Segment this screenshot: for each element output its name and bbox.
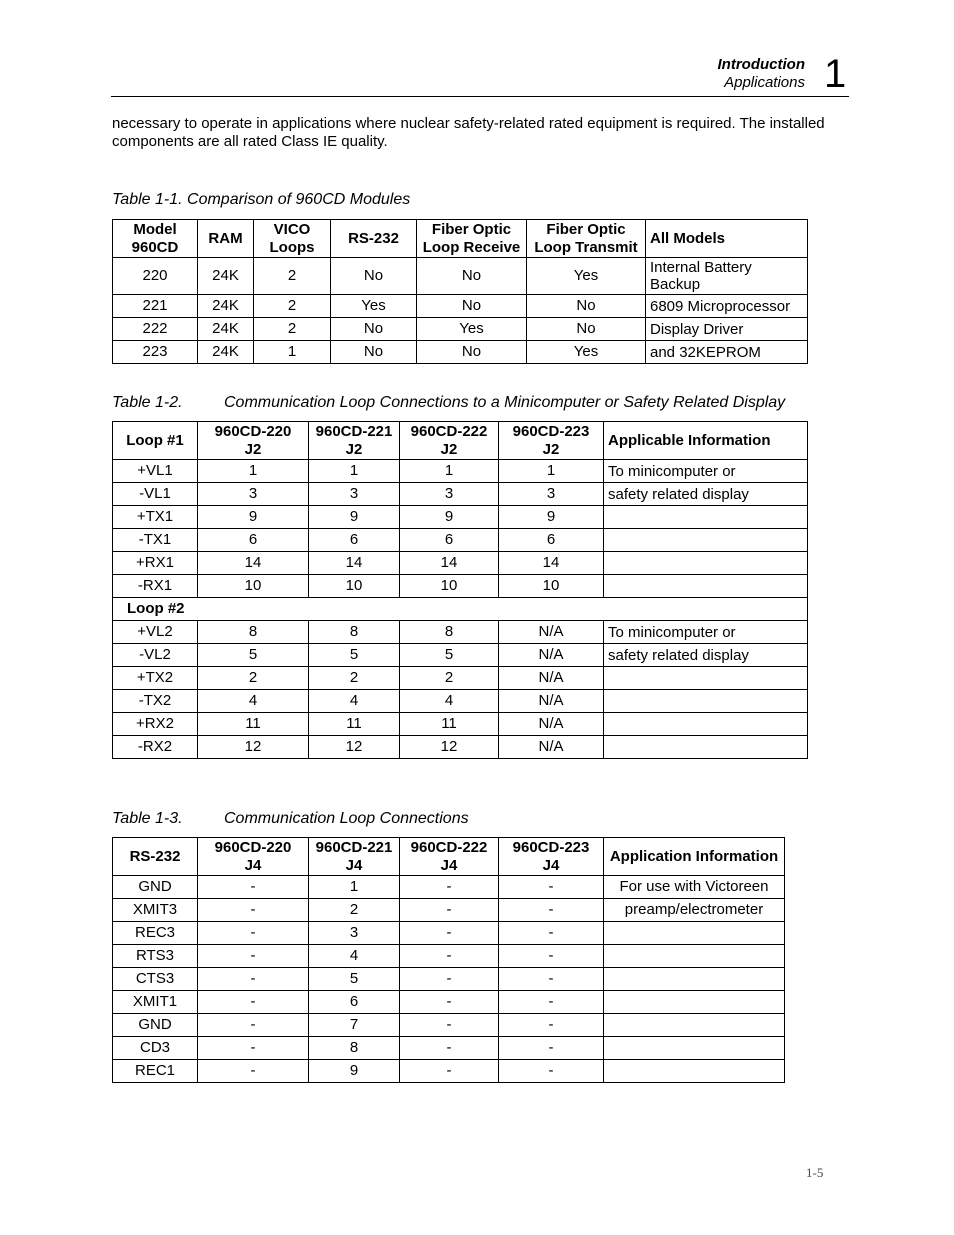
table2-row <box>113 621 808 644</box>
table1-cell: 2 <box>254 258 331 295</box>
table2-cell: 1 <box>400 460 499 483</box>
table3-cell: - <box>198 899 309 922</box>
table2-row <box>113 529 808 552</box>
table2-cell: -RX2 <box>113 736 198 759</box>
table2-cell: +TX1 <box>113 506 198 529</box>
table2-cell: 4 <box>309 690 400 713</box>
table1-header-line: RS-232 <box>348 229 399 247</box>
table2-cell: +VL2 <box>113 621 198 644</box>
table2-cell: 10 <box>400 575 499 598</box>
table3-row <box>113 876 785 899</box>
table3-cell: XMIT3 <box>113 899 198 922</box>
table2-cell <box>604 690 808 713</box>
table3-cell: - <box>198 922 309 945</box>
table1-cell: 24K <box>198 258 254 295</box>
table2-row <box>113 575 808 598</box>
table3-row <box>113 1037 785 1060</box>
table2-header-line: Applicable Information <box>608 431 771 449</box>
table2-cell: 1 <box>499 460 604 483</box>
table2-cell: 12 <box>400 736 499 759</box>
table2-cell: +TX2 <box>113 667 198 690</box>
table2-header-line: J2 <box>345 440 363 458</box>
table1-header-4 <box>417 220 527 258</box>
table3-header-line: 960CD-222 <box>410 838 488 856</box>
table2-cell: 10 <box>499 575 604 598</box>
table2-cell: 11 <box>309 713 400 736</box>
table3-cell <box>604 991 785 1014</box>
table2-cell: 2 <box>400 667 499 690</box>
table3-cell <box>604 945 785 968</box>
table2-row <box>113 483 808 506</box>
table2-cell: 6 <box>400 529 499 552</box>
table2-row <box>113 460 808 483</box>
table3-cell: - <box>198 991 309 1014</box>
table1-header-0 <box>113 220 198 258</box>
table2-header-line: Loop #1 <box>126 431 184 449</box>
table1-header-2 <box>254 220 331 258</box>
table3-cell: 1 <box>309 876 400 899</box>
table3-cell: 5 <box>309 968 400 991</box>
table3-cell: - <box>499 1014 604 1037</box>
table2-cell: -VL1 <box>113 483 198 506</box>
table2-cell: 3 <box>400 483 499 506</box>
table1-row <box>113 341 808 364</box>
table2-cell <box>604 736 808 759</box>
table3-row <box>113 1014 785 1037</box>
table3-cell: preamp/electrometer <box>604 899 785 922</box>
table1-header-line: Loop Receive <box>422 238 521 256</box>
table3-cell: - <box>499 1037 604 1060</box>
table1-cell: 24K <box>198 318 254 341</box>
running-header <box>718 56 805 92</box>
table3-cell: - <box>400 968 499 991</box>
table1-cell: 1 <box>254 341 331 364</box>
table3-cell: - <box>198 1037 309 1060</box>
table3-cell: 8 <box>309 1037 400 1060</box>
table2-header-line: 960CD-222 <box>410 422 488 440</box>
table2-cell: 14 <box>198 552 309 575</box>
table3-header-line: J4 <box>244 856 262 874</box>
table2-cell: 3 <box>499 483 604 506</box>
table2-header-0 <box>113 422 198 460</box>
table3-cell: - <box>400 1014 499 1037</box>
table2-cell: 5 <box>198 644 309 667</box>
table2-header-line: J2 <box>440 440 458 458</box>
table3-cell: - <box>400 1037 499 1060</box>
table3-header-line: 960CD-221 <box>315 838 393 856</box>
table2-header-1 <box>198 422 309 460</box>
table1-cell: No <box>417 295 527 318</box>
table3-cell: 9 <box>309 1060 400 1083</box>
table2-cell: -TX1 <box>113 529 198 552</box>
table3-cell: - <box>198 968 309 991</box>
table3-cell: REC3 <box>113 922 198 945</box>
table3-cell: GND <box>113 876 198 899</box>
table2-loop2-group-label: Loop #2 <box>113 598 808 621</box>
table2-cell <box>604 529 808 552</box>
table1-cell: 222 <box>113 318 198 341</box>
table1-header-6 <box>646 220 808 258</box>
table1-cell: 221 <box>113 295 198 318</box>
table2-cell: N/A <box>499 713 604 736</box>
table2-cell: 12 <box>309 736 400 759</box>
table3-header-3 <box>400 838 499 876</box>
table3-header-5 <box>604 838 785 876</box>
table3-header-1 <box>198 838 309 876</box>
table1-header-line: RAM <box>208 229 243 247</box>
table3-header-4 <box>499 838 604 876</box>
table2-row <box>113 667 808 690</box>
table2-cell: 2 <box>198 667 309 690</box>
table2-loop2-group <box>113 598 808 621</box>
table3-header-line: RS-232 <box>129 847 181 865</box>
table2-cell: 1 <box>198 460 309 483</box>
table2-cell: 1 <box>309 460 400 483</box>
table2-cell: 9 <box>309 506 400 529</box>
table2-header-3 <box>400 422 499 460</box>
table1-row <box>113 295 808 318</box>
table2-cell: To minicomputer or <box>604 621 808 644</box>
table3-cell: - <box>499 991 604 1014</box>
table3-header-line: Application Information <box>609 847 779 865</box>
table3-cell <box>604 968 785 991</box>
table3-header-2 <box>309 838 400 876</box>
table3-cell: - <box>198 945 309 968</box>
table3-cell: 7 <box>309 1014 400 1037</box>
table2-row <box>113 552 808 575</box>
table2-cell: -RX1 <box>113 575 198 598</box>
table1-cell: No <box>417 258 527 295</box>
table3-cell: - <box>400 876 499 899</box>
table3-cell: - <box>499 899 604 922</box>
table2-header-4 <box>499 422 604 460</box>
table2-cell <box>604 713 808 736</box>
table2-cell: 6 <box>499 529 604 552</box>
table3-row <box>113 945 785 968</box>
table3-cell: - <box>400 922 499 945</box>
table2-cell: 6 <box>309 529 400 552</box>
table3-cell <box>604 1037 785 1060</box>
table3-cell <box>604 1014 785 1037</box>
table1-module-comparison <box>112 219 808 364</box>
table2-cell: N/A <box>499 690 604 713</box>
table2-header-5 <box>604 422 808 460</box>
table3-cell: - <box>400 945 499 968</box>
table1-cell: and 32KEPROM <box>646 341 808 364</box>
header-section-title: Introduction <box>717 56 805 73</box>
table3-cell: - <box>499 968 604 991</box>
table2-caption <box>112 394 785 412</box>
table2-cell: -VL2 <box>113 644 198 667</box>
table3-cell: - <box>499 876 604 899</box>
table2-row <box>113 736 808 759</box>
table2-cell: 9 <box>499 506 604 529</box>
table2-cell: N/A <box>499 621 604 644</box>
table2-cell <box>604 552 808 575</box>
table1-header-line: Loop Transmit <box>534 238 638 256</box>
table2-header-line: J2 <box>244 440 262 458</box>
table2-cell: +RX1 <box>113 552 198 575</box>
table1-caption: Table 1-1. Comparison of 960CD Modules <box>112 191 411 208</box>
chapter-number: 1 <box>824 52 847 96</box>
table2-cell: 14 <box>499 552 604 575</box>
table2-cell: 4 <box>198 690 309 713</box>
table3-cell: XMIT1 <box>113 991 198 1014</box>
table2-cell: 11 <box>198 713 309 736</box>
table2-cell: To minicomputer or <box>604 460 808 483</box>
table1-cell: No <box>527 295 646 318</box>
table2-cell: 9 <box>198 506 309 529</box>
table3-cell: - <box>499 945 604 968</box>
table3-row <box>113 899 785 922</box>
table3-cell: REC1 <box>113 1060 198 1083</box>
table3-caption-label: Table 1-3. <box>112 810 183 827</box>
table1-cell: No <box>527 318 646 341</box>
table2-cell: 10 <box>309 575 400 598</box>
table2-cell: +VL1 <box>113 460 198 483</box>
table1-cell: No <box>417 341 527 364</box>
table1-cell: No <box>331 318 417 341</box>
header-divider <box>111 96 849 97</box>
table1-header-line: Model <box>133 220 177 238</box>
table1-cell: Yes <box>527 258 646 295</box>
table1-row <box>113 258 808 295</box>
table2-header-line: 960CD-220 <box>214 422 292 440</box>
table2-cell: 14 <box>309 552 400 575</box>
table3-cell: 4 <box>309 945 400 968</box>
table3-header-0 <box>113 838 198 876</box>
table2-cell: 9 <box>400 506 499 529</box>
table2-header-line: J2 <box>542 440 560 458</box>
table3-header-line: 960CD-223 <box>512 838 590 856</box>
table2-row <box>113 690 808 713</box>
table1-cell: 223 <box>113 341 198 364</box>
table1-header-5 <box>527 220 646 258</box>
table3-cell: 3 <box>309 922 400 945</box>
table2-cell: 5 <box>309 644 400 667</box>
table3-cell: 6 <box>309 991 400 1014</box>
table1-cell: 24K <box>198 295 254 318</box>
table3-header-line: J4 <box>345 856 363 874</box>
table3-cell: - <box>198 1060 309 1083</box>
table2-cell: 11 <box>400 713 499 736</box>
table1-row <box>113 318 808 341</box>
table1-cell: 2 <box>254 318 331 341</box>
table2-cell: 2 <box>309 667 400 690</box>
table3-cell: CTS3 <box>113 968 198 991</box>
table2-cell: 14 <box>400 552 499 575</box>
table2-cell <box>604 506 808 529</box>
table2-header-2 <box>309 422 400 460</box>
table3-row <box>113 1060 785 1083</box>
table1-header-line: Fiber Optic <box>431 220 512 238</box>
table2-cell: 4 <box>400 690 499 713</box>
table1-cell: No <box>331 258 417 295</box>
table2-cell: 8 <box>198 621 309 644</box>
table2-cell: 8 <box>309 621 400 644</box>
table1-cell: 24K <box>198 341 254 364</box>
table3-cell <box>604 922 785 945</box>
table2-cell: -TX2 <box>113 690 198 713</box>
table3-cell: - <box>400 1060 499 1083</box>
table1-header-line: 960CD <box>131 238 179 256</box>
table3-header-line: J4 <box>440 856 458 874</box>
table3-rs232-connections <box>112 837 785 1083</box>
table2-cell <box>604 667 808 690</box>
table1-header-line: VICO <box>273 220 311 238</box>
table2-loop-connections <box>112 421 808 759</box>
table2-cell: 10 <box>198 575 309 598</box>
table3-cell: - <box>499 1060 604 1083</box>
table3-cell: For use with Victoreen <box>604 876 785 899</box>
table1-header-line: Fiber Optic <box>546 220 626 238</box>
table2-cell <box>604 575 808 598</box>
table3-cell: - <box>400 991 499 1014</box>
table2-header-line: 960CD-223 <box>512 422 590 440</box>
table1-cell: 6809 Microprocessor <box>646 295 808 318</box>
table1-cell: 220 <box>113 258 198 295</box>
table3-cell: CD3 <box>113 1037 198 1060</box>
table1-cell: Yes <box>527 341 646 364</box>
table3-cell <box>604 1060 785 1083</box>
table3-row <box>113 991 785 1014</box>
intro-paragraph: necessary to operate in applications where nuclear safety-related rated equipment is required. The installed components are all rated Class IE quality. <box>112 115 825 150</box>
table3-cell: - <box>198 876 309 899</box>
page-number: 1-5 <box>806 1165 824 1180</box>
table3-header-line: J4 <box>542 856 560 874</box>
table1-header-line: All Models <box>650 229 726 247</box>
table1-header-line: Loops <box>269 238 315 256</box>
table1-cell: Display Driver <box>646 318 808 341</box>
table3-cell: - <box>400 899 499 922</box>
table3-cell: - <box>499 922 604 945</box>
table3-cell: GND <box>113 1014 198 1037</box>
table2-cell: N/A <box>499 736 604 759</box>
table2-cell: 8 <box>400 621 499 644</box>
table2-cell: N/A <box>499 644 604 667</box>
table2-row <box>113 506 808 529</box>
table1-cell: 2 <box>254 295 331 318</box>
table2-row <box>113 713 808 736</box>
table2-cell: 12 <box>198 736 309 759</box>
table2-caption-label: Table 1-2. <box>112 394 183 411</box>
table2-cell: 3 <box>198 483 309 506</box>
table3-cell: RTS3 <box>113 945 198 968</box>
table3-caption-title: Communication Loop Connections <box>224 810 469 827</box>
header-subsection-title: Applications <box>724 74 805 91</box>
table1-cell: Internal Battery Backup <box>646 258 808 295</box>
table2-cell: safety related display <box>604 644 808 667</box>
table1-cell: Yes <box>331 295 417 318</box>
table3-header-line: 960CD-220 <box>214 838 292 856</box>
table1-cell: No <box>331 341 417 364</box>
table2-cell: 3 <box>309 483 400 506</box>
table3-row <box>113 968 785 991</box>
table2-row <box>113 644 808 667</box>
table2-cell: N/A <box>499 667 604 690</box>
table2-cell: 6 <box>198 529 309 552</box>
table3-cell: - <box>198 1014 309 1037</box>
table3-row <box>113 922 785 945</box>
table3-caption <box>112 810 469 828</box>
table3-cell: 2 <box>309 899 400 922</box>
table1-cell: Yes <box>417 318 527 341</box>
table1-header-3 <box>331 220 417 258</box>
table2-cell: 5 <box>400 644 499 667</box>
table2-caption-title: Communication Loop Connections to a Minicomputer or Safety Related Display <box>224 394 786 411</box>
table2-cell: +RX2 <box>113 713 198 736</box>
table2-cell: safety related display <box>604 483 808 506</box>
table1-header-1 <box>198 220 254 258</box>
table2-header-line: 960CD-221 <box>315 422 393 440</box>
